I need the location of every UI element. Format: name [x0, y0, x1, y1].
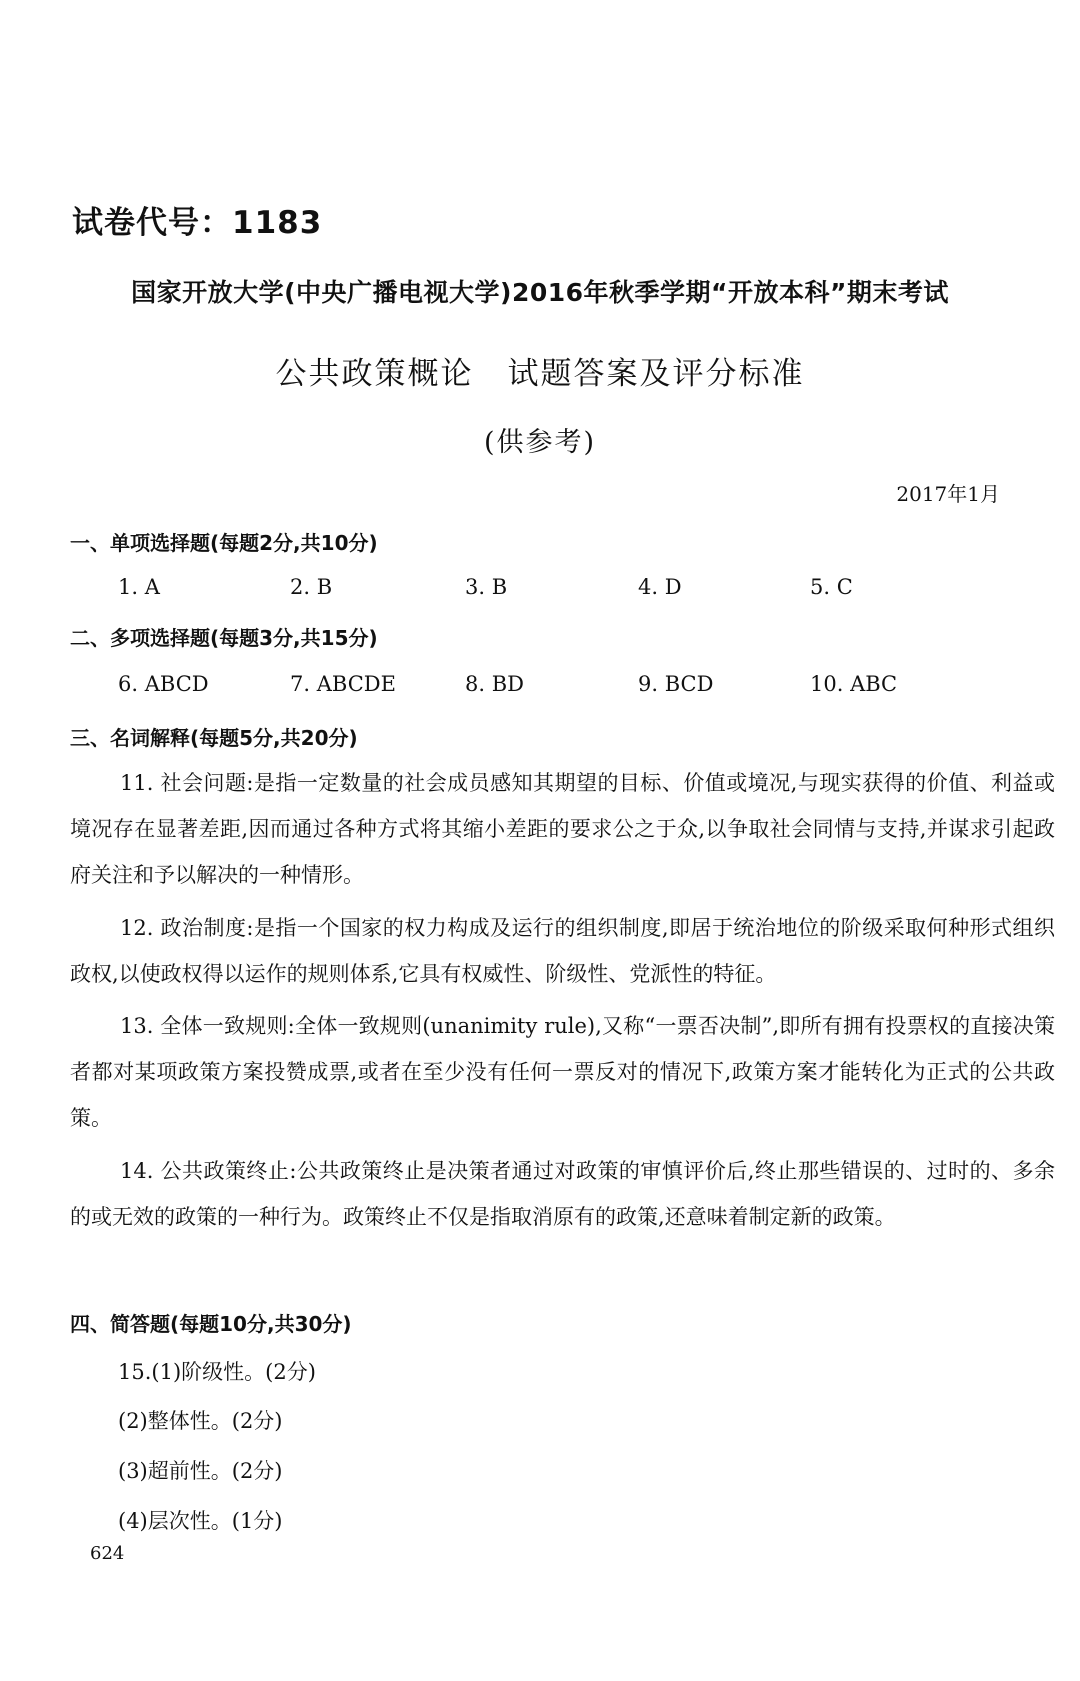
section-heading-multiple-choice: 二、多项选择题(每题3分,共15分): [70, 626, 378, 650]
short-answer-point: (3)超前性。(2分): [118, 1459, 283, 1483]
reference-note: (供参考): [483, 427, 597, 458]
course-name: 公共政策概论: [275, 356, 474, 392]
short-answer-point: (2)整体性。(2分): [118, 1409, 283, 1433]
definition-paragraph: 12. 政治制度:是指一个国家的权力构成及运行的组织制度,即居于统治地位的阶级采取何种形式组织政权,以使政权得以运作的规则体系,它具有权威性、阶级性、党派性的特征。: [70, 916, 1055, 986]
section-heading-single-choice: 一、单项选择题(每题2分,共10分): [70, 531, 378, 555]
definition-paragraph: 14. 公共政策终止:公共政策终止是决策者通过对政策的审慎评价后,终止那些错误的、过时的、多余的或无效的政策的一种行为。政策终止不仅是指取消原有的政策,还意味着制定新的政策。: [70, 1159, 1055, 1229]
short-answer-point: (4)层次性。(1分): [118, 1509, 283, 1533]
answer-item: 5. C: [810, 575, 853, 599]
answer-item: 10. ABC: [810, 672, 898, 696]
section-heading-term-definitions: 三、名词解释(每题5分,共20分): [70, 726, 358, 750]
exam-date: 2017年1月: [896, 482, 1000, 506]
answer-item: 4. D: [638, 575, 682, 599]
document-type: 试题答案及评分标准: [507, 356, 805, 392]
answer-item: 6. ABCD: [118, 672, 209, 696]
paper-code: 试卷代号：1183: [72, 205, 323, 241]
answer-item: 2. B: [290, 575, 333, 599]
section-heading-short-answer: 四、简答题(每题10分,共30分): [70, 1312, 352, 1336]
document-title: [0, 348, 1080, 393]
definition-paragraph: 11. 社会问题:是指一定数量的社会成员感知其期望的目标、价值或境况,与现实获得的价值、利益或境况存在显著差距,因而通过各种方式将其缩小差距的要求公之于众,以争取社会同情与支持,并谋求引起政府关注和予以解决的一种情形。: [70, 771, 1055, 887]
university-exam-line: 国家开放大学(中央广播电视大学)2016年秋季学期“开放本科”期末考试: [131, 278, 949, 307]
answer-item: 9. BCD: [638, 672, 714, 696]
definition-paragraph: 13. 全体一致规则:全体一致规则(unanimity rule),又称“一票否决制”,即所有拥有投票权的直接决策者都对某项政策方案投赞成票,或者在至少没有任何一票反对的情况下,政策方案才能转化为正式的公共政策。: [70, 1014, 1055, 1130]
answer-item: 3. B: [465, 575, 508, 599]
answer-item: 8. BD: [465, 672, 524, 696]
answer-item: 1. A: [118, 575, 160, 599]
answer-item: 7. ABCDE: [290, 672, 396, 696]
page-number: 624: [90, 1543, 125, 1564]
short-answer-point: 15.(1)阶级性。(2分): [118, 1360, 316, 1384]
